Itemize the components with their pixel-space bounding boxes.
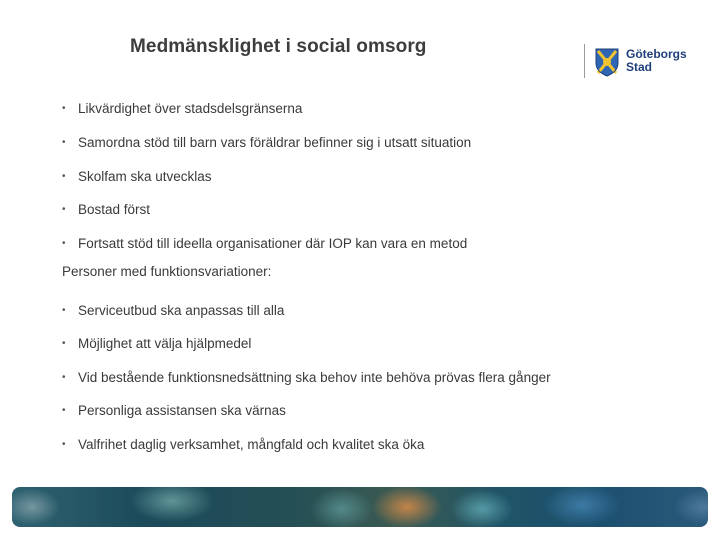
section-heading: Personer med funktionsvariationer:: [62, 264, 272, 279]
bullet-icon: •: [62, 372, 66, 383]
bullet-icon: •: [62, 171, 66, 182]
list-item-text: Samordna stöd till barn vars föräldrar befinner sig i utsatt situation: [78, 135, 472, 150]
list-item-text: Bostad först: [78, 202, 151, 217]
bullet-icon: •: [62, 204, 66, 215]
list-item-text: Serviceutbud ska anpassas till alla: [78, 303, 285, 318]
bullet-icon: •: [62, 238, 66, 249]
logo-line-1: Göteborgs: [626, 47, 687, 61]
list-item-text: Likvärdighet över stadsdelsgränserna: [78, 101, 303, 116]
decorative-bokeh-band: [12, 487, 708, 527]
list-item-text: Skolfam ska utvecklas: [78, 169, 212, 184]
bullet-icon: •: [62, 137, 66, 148]
bullet-icon: •: [62, 405, 66, 416]
list-item-text: Personliga assistansen ska värnas: [78, 403, 286, 418]
list-item-text: Vid bestående funktionsnedsättning ska behov inte behöva prövas flera gånger: [78, 370, 551, 385]
bullet-icon: •: [62, 305, 66, 316]
bullet-icon: •: [62, 439, 66, 450]
list-item-text: Möjlighet att välja hjälpmedel: [78, 336, 252, 351]
bullet-icon: •: [62, 338, 66, 349]
bullet-icon: •: [62, 103, 66, 114]
page-title: Medmänsklighet i social omsorg: [130, 36, 427, 57]
list-item-text: Fortsatt stöd till ideella organisationer där IOP kan vara en metod: [78, 236, 468, 251]
list-item-text: Valfrihet daglig verksamhet, mångfald och kvalitet ska öka: [78, 437, 425, 452]
logo-line-2: Stad: [626, 60, 653, 74]
